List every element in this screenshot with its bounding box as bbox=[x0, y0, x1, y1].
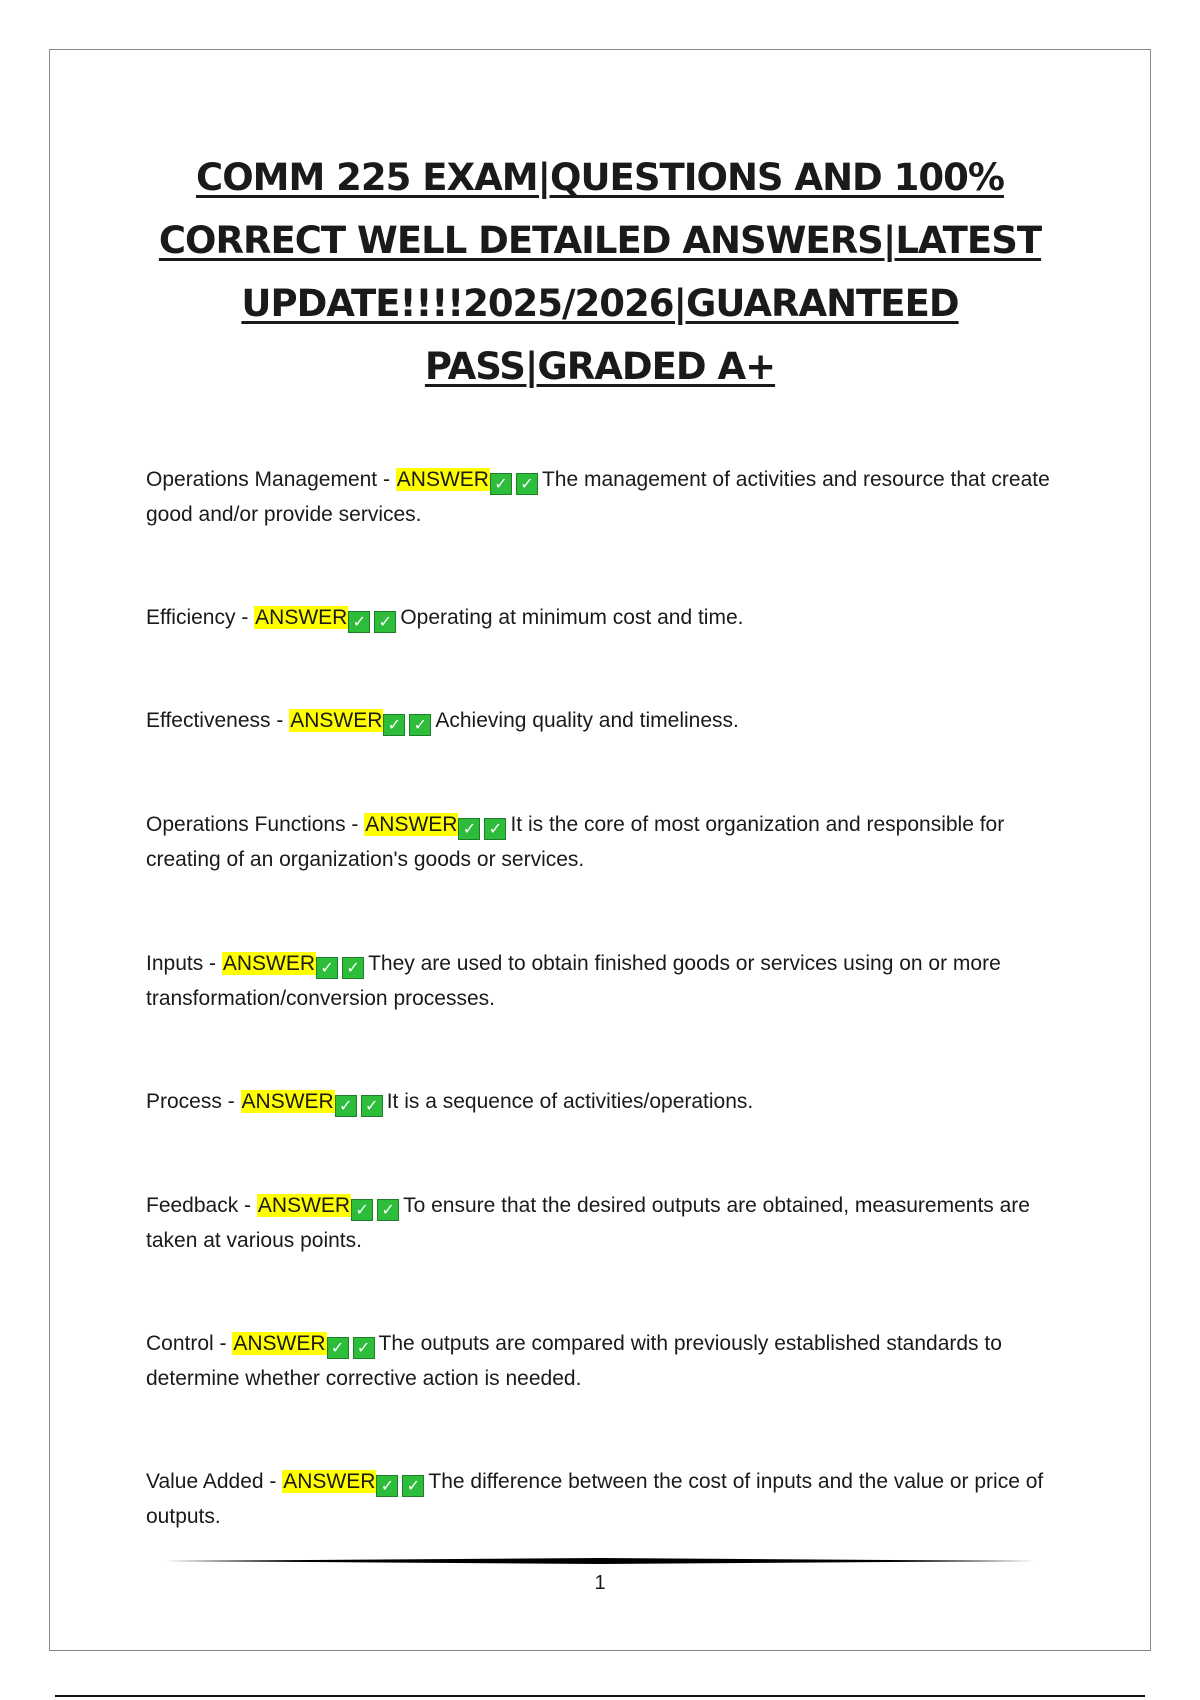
answer-marker: ANSWER bbox=[365, 813, 458, 836]
title-line: UPDATE!!!!2025/2026|GUARANTEED bbox=[241, 282, 959, 325]
check-icon: ✓ bbox=[409, 714, 431, 736]
check-icon: ✓ bbox=[458, 818, 480, 840]
check-icon: ✓ bbox=[484, 818, 506, 840]
entry-term: Process - bbox=[146, 1090, 241, 1113]
answer-marker: ANSWER bbox=[241, 1090, 334, 1113]
check-icon: ✓ bbox=[490, 473, 512, 495]
entry-definition: The outputs are compared with previously established standards to determine whether corrective action is needed. bbox=[146, 1332, 1002, 1390]
entry-definition: To ensure that the desired outputs are obtained, measurements are taken at various points. bbox=[146, 1194, 1030, 1252]
entry-definition: They are used to obtain finished goods or services using on or more transformation/conversion processes. bbox=[146, 952, 1001, 1010]
answer-marker: ANSWER bbox=[233, 1332, 326, 1355]
check-icon: ✓ bbox=[377, 1199, 399, 1221]
entry-definition: The management of activities and resource that create good and/or provide services. bbox=[146, 468, 1050, 526]
entry-definition: It is the core of most organization and responsible for creating of an organization's goods or services. bbox=[146, 813, 1005, 871]
qa-entry bbox=[146, 462, 1066, 532]
answer-marker: ANSWER bbox=[222, 952, 316, 975]
qa-entry bbox=[146, 807, 1066, 877]
document-title bbox=[120, 146, 1080, 398]
check-icon: ✓ bbox=[376, 1475, 398, 1497]
entry-definition: Achieving quality and timeliness. bbox=[435, 709, 739, 732]
check-icon: ✓ bbox=[316, 957, 338, 979]
entry-definition: It is a sequence of activities/operations. bbox=[386, 1090, 754, 1113]
answer-marker: ANSWER bbox=[290, 709, 383, 732]
title-line: CORRECT WELL DETAILED ANSWERS|LATEST bbox=[158, 219, 1042, 262]
entry-definition: The difference between the cost of inputs and the value or price of outputs. bbox=[146, 1470, 1044, 1528]
entry-term: Inputs - bbox=[146, 952, 222, 975]
entry-term: Effectiveness - bbox=[146, 709, 290, 732]
answer-marker: ANSWER bbox=[255, 606, 348, 629]
check-icon: ✓ bbox=[361, 1095, 383, 1117]
entry-term: Operations Functions - bbox=[146, 813, 365, 836]
title-line: COMM 225 EXAM|QUESTIONS AND 100% bbox=[196, 156, 1004, 199]
check-icon: ✓ bbox=[348, 611, 370, 633]
entry-definition: Operating at minimum cost and time. bbox=[400, 606, 744, 629]
entry-term: Operations Management - bbox=[146, 468, 396, 491]
qa-entry bbox=[146, 1326, 1066, 1396]
qa-entry bbox=[146, 946, 1066, 1016]
entry-term: Control - bbox=[146, 1332, 233, 1355]
page-number: 1 bbox=[594, 1572, 606, 1594]
footer-rule bbox=[165, 1558, 1035, 1564]
qa-entry bbox=[146, 1084, 1066, 1119]
check-icon: ✓ bbox=[374, 611, 396, 633]
check-icon: ✓ bbox=[327, 1337, 349, 1359]
entry-term: Feedback - bbox=[146, 1194, 257, 1217]
check-icon: ✓ bbox=[402, 1475, 424, 1497]
qa-entry bbox=[146, 703, 1066, 738]
qa-list bbox=[146, 462, 1066, 1534]
check-icon: ✓ bbox=[353, 1337, 375, 1359]
check-icon: ✓ bbox=[516, 473, 538, 495]
entry-term: Efficiency - bbox=[146, 606, 255, 629]
check-icon: ✓ bbox=[342, 957, 364, 979]
title-line: PASS|GRADED A+ bbox=[424, 345, 776, 388]
answer-marker: ANSWER bbox=[257, 1194, 351, 1217]
qa-entry bbox=[146, 1188, 1066, 1258]
qa-entry bbox=[146, 600, 1066, 635]
entry-term: Value Added - bbox=[146, 1470, 283, 1493]
qa-entry bbox=[146, 1464, 1066, 1534]
check-icon: ✓ bbox=[383, 714, 405, 736]
answer-marker: ANSWER bbox=[283, 1470, 376, 1493]
check-icon: ✓ bbox=[335, 1095, 357, 1117]
next-page-edge bbox=[55, 1695, 1145, 1697]
check-icon: ✓ bbox=[351, 1199, 373, 1221]
answer-marker: ANSWER bbox=[396, 468, 489, 491]
